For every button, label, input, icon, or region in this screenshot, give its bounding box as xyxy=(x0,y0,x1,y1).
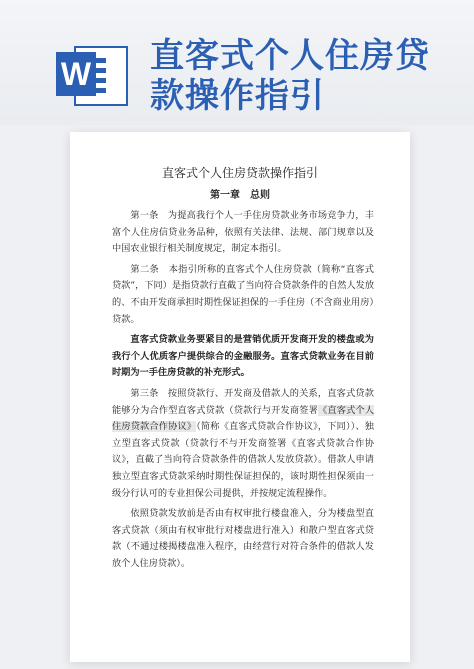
paragraph-p3 xyxy=(112,332,374,382)
banner-title-line1: 直客式个人住房贷 xyxy=(150,36,430,76)
word-document-icon xyxy=(56,44,130,108)
paragraph-text: （简称《直客式贷款合作协议》，下同））、独立型直客式贷款（贷款行不与开发商签署《直客式贷款合作协议》，直截了当向符合贷款条件的借款人发放贷款）。借款人申请独立型直客式贷款采纳时期性保证担保的，该时期性担保须由一级分行认可的专业担保公司提供，并按规定流程操作。 xyxy=(112,421,374,499)
highlighted-text: 《直客式个人住房贷款合作协议》 xyxy=(112,404,375,433)
banner xyxy=(0,0,474,125)
document-page xyxy=(70,132,410,662)
word-logo-letter: W xyxy=(56,52,96,96)
document-body xyxy=(112,208,374,576)
paragraph-text: 第一条 为提高我行个人一手住房贷款业务市场竞争力，丰富个人住房信贷业务品种，依照有关法律、法规、部门规章以及中国农业银行相关制度规定，制定本指引。 xyxy=(112,210,374,255)
paragraph-text: 直客式贷款业务要紧目的是营销优质开发商开发的楼盘或为我行个人优质客户提供综合的金融服务。直客式贷款业务在目前时期为一手住房贷款的补充形式。 xyxy=(112,334,374,379)
paragraph-p4 xyxy=(112,386,374,502)
paragraph-p1 xyxy=(112,208,374,258)
chapter-heading: 第一章 总则 xyxy=(210,190,270,201)
paragraph-text: 依照贷款发放前是否由有权审批行楼盘准入，分为楼盘型直客式贷款（须由有权审批行对楼盘进行准入）和散户型直客式贷款（不通过楼揭楼盘准入程序，由经营行对符合条件的借款人发放个人住房贷款）。 xyxy=(112,508,374,569)
banner-title-line2: 款操作指引 xyxy=(150,76,325,116)
paragraph-p5 xyxy=(112,506,374,572)
document-title: 直客式个人住房贷款操作指引 xyxy=(161,166,318,180)
paragraph-text: 第二条 本指引所称的直客式个人住房贷款（简称“直客式贷款”，下同）是指贷款行直截了当向符合贷款条件的自然人发放的、不由开发商承担时期性保证担保的一手住房（不含商业用房）贷款。 xyxy=(112,263,375,325)
banner-title xyxy=(150,36,450,116)
paragraph-p2 xyxy=(112,262,374,328)
paragraph-text: 第三条 按照贷款行、开发商及借款人的关系，直客式贷款能够分为合作型直客式贷款（贷款行与开发商签署 xyxy=(112,387,374,416)
